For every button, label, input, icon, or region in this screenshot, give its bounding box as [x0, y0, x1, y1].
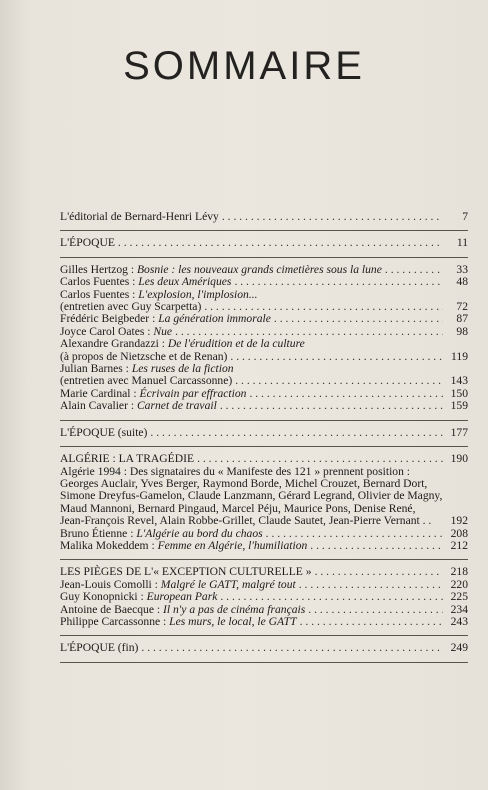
leader-dots	[308, 604, 443, 616]
page-number: 7	[462, 210, 468, 223]
entry-author: Malika Mokeddem :	[60, 538, 158, 552]
divider	[60, 257, 468, 258]
section-heading: L'ÉPOQUE	[60, 236, 115, 250]
entry-title: Les murs, le local, le GATT	[169, 614, 297, 628]
text-line: Georges Auclair, Yves Berger, Raymond Borde, Michel Crouzet, Bernard Dort,	[60, 476, 428, 490]
divider	[60, 662, 468, 663]
page-number: 234	[450, 602, 468, 616]
text-line: Maud Mannoni, Bernard Pingaud, Marcel Péju, Maurice Pons, Denise René,	[60, 501, 416, 515]
entry-title: Malgré le GATT, malgré tout	[160, 577, 296, 591]
toc-entry	[60, 616, 468, 628]
divider	[60, 420, 468, 421]
entry-title: Carnet de travail	[136, 399, 217, 413]
page-number: 159	[450, 399, 468, 413]
section-heading: L'ÉPOQUE (suite)	[60, 425, 148, 439]
page-number: 11	[456, 236, 468, 250]
page-number: 33	[456, 262, 468, 276]
leader-dots	[300, 616, 443, 628]
page-number: 143	[450, 374, 468, 388]
leader-dots	[222, 211, 443, 223]
entries-epoque	[60, 264, 468, 413]
page-number: 218	[450, 565, 468, 579]
entry-author: Julian Barnes :	[60, 362, 132, 376]
page-number: 48	[456, 275, 468, 289]
entries-pieges	[60, 579, 468, 629]
leader-dots	[235, 375, 443, 387]
leader-dots	[141, 642, 443, 654]
page-number: 208	[450, 526, 468, 540]
entry-title: Écrivain par effraction	[139, 386, 247, 400]
entries-algerie	[60, 528, 468, 553]
entry-title: L'explosion, l'implosion...	[138, 287, 258, 301]
entry-title: Femme en Algérie, l'humiliation	[157, 538, 308, 552]
divider	[60, 559, 468, 560]
entry-author: Frédéric Beigbeder :	[60, 312, 159, 326]
page-number: 72	[456, 300, 468, 314]
table-of-contents	[60, 211, 468, 669]
toc-entry-text	[60, 400, 217, 412]
entry-author: Philippe Carcassonne :	[60, 614, 170, 628]
entry-title: Les deux Amériques	[138, 275, 232, 289]
toc-label: L'éditorial de Bernard-Henri Lévy	[60, 210, 219, 223]
entry-title: L'Algérie au bord du chaos	[136, 526, 263, 540]
entry-author: Jean-Louis Comolli :	[60, 577, 161, 591]
leader-dots	[274, 313, 443, 325]
text-line: Algérie 1994 : Des signataires du « Manifeste des 121 » prennent position :	[60, 464, 410, 478]
entry-title: European Park	[146, 590, 218, 604]
entry-author: (entretien avec Manuel Carcassonne)	[60, 374, 233, 388]
leader-dots	[310, 540, 443, 552]
page-number: 249	[450, 641, 468, 655]
leader-dots	[118, 237, 443, 249]
divider	[60, 635, 468, 636]
toc-epoque	[60, 237, 468, 249]
page-number: 220	[450, 577, 468, 591]
entry-title: Nue	[153, 324, 173, 338]
entry-author: Bruno Étienne :	[60, 526, 137, 540]
divider	[60, 230, 468, 231]
entry-author: Marie Cardinal :	[60, 386, 140, 400]
section-heading: LES PIÈGES DE L'« EXCEPTION CULTURELLE »	[60, 565, 312, 579]
entry-title: La génération immorale	[158, 312, 271, 326]
leader-dots	[230, 351, 443, 363]
toc-entry-text	[60, 540, 307, 552]
toc-epoque-fin	[60, 642, 468, 654]
entry-author: Antoine de Baecque :	[60, 602, 164, 616]
entry-author: Gilles Hertzog :	[60, 262, 137, 276]
page-title: SOMMAIRE	[123, 44, 365, 88]
page-number: 212	[450, 538, 468, 552]
toc-entry-text	[60, 616, 297, 628]
leader-dots	[315, 566, 443, 578]
page-number: 87	[456, 312, 468, 326]
page-number: 192	[450, 514, 468, 528]
entry-title: Bosnie : les nouveaux grands cimetières sous la lune	[136, 262, 382, 276]
leader-dots	[249, 388, 443, 400]
toc-epoque-suite	[60, 427, 468, 439]
page-number: 225	[450, 590, 468, 604]
entry-title: De l'érudition et de la culture	[167, 337, 305, 351]
entry-author: (à propos de Nietzsche et de Renan)	[60, 349, 228, 363]
toc-algerie	[60, 453, 468, 465]
leader-dots	[220, 400, 443, 412]
page-number: 98	[456, 324, 468, 338]
leader-dots	[197, 453, 443, 465]
divider	[60, 446, 468, 447]
page-number: 150	[450, 386, 468, 400]
toc-editorial	[60, 211, 468, 223]
entry-author: Joyce Carol Oates :	[60, 324, 154, 338]
leader-dots	[150, 427, 443, 439]
page-number: 243	[450, 614, 468, 628]
entry-title: Il n'y a pas de cinéma français	[163, 602, 306, 616]
section-heading: ALGÉRIE : LA TRAGÉDIE	[60, 452, 195, 466]
page-number: 190	[450, 452, 468, 466]
toc-entry	[60, 400, 468, 412]
leader-dots	[385, 264, 443, 276]
text-line: Jean-François Revel, Alain Robbe-Grillet, Claude Sautet, Jean-Pierre Vernant . .	[60, 514, 432, 528]
entry-author: (entretien avec Guy Scarpetta)	[60, 300, 202, 314]
toc-entry	[60, 540, 468, 552]
leader-dots	[234, 276, 443, 288]
entry-author: Guy Konopnicki :	[60, 590, 147, 604]
entry-author: Carlos Fuentes :	[60, 287, 139, 301]
section-heading: L'ÉPOQUE (fin)	[60, 641, 139, 655]
entry-author: Carlos Fuentes :	[60, 275, 139, 289]
page-number: 177	[450, 425, 468, 439]
entry-author: Alain Cavalier :	[60, 399, 137, 413]
leader-dots	[299, 579, 443, 591]
entry-title: Les ruses de la fiction	[131, 362, 234, 376]
page-number: 119	[451, 349, 468, 363]
text-line: Simone Dreyfus-Gamelon, Claude Lanzmann, Gérard Legrand, Olivier de Magny,	[60, 489, 443, 503]
entry-author: Alexandre Grandazzi :	[60, 337, 168, 351]
